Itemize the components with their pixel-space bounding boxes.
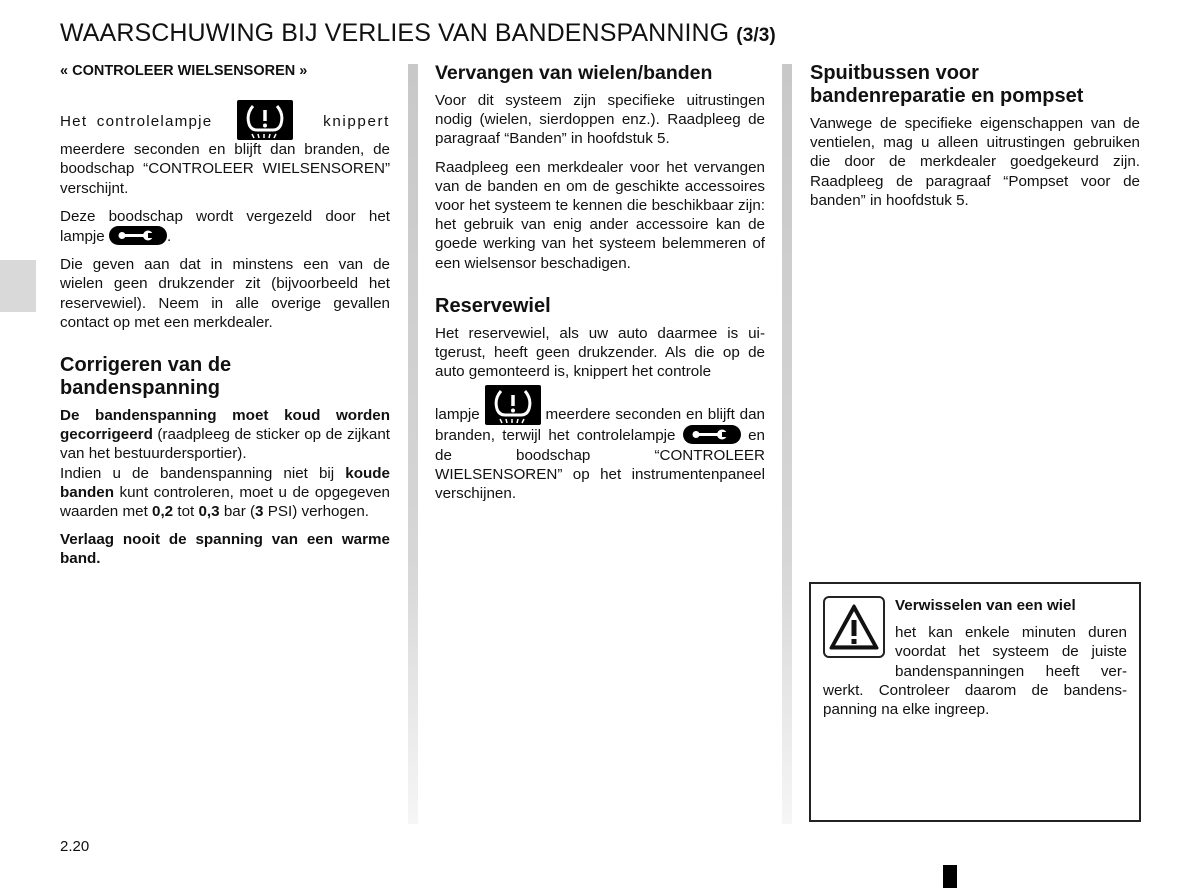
page-edge-marker <box>943 865 957 888</box>
column-divider <box>408 64 418 824</box>
column-divider <box>782 64 792 824</box>
paragraph: Vanwege de specifieke eigenschappen van de ventielen, mag u alleen uitrustingen gebruiken die door de merkdealer goedgekeurd zijn. Raadpleeg de paragraaf “Pompset voor de banden” in hoofdstuk 5. <box>810 115 1140 209</box>
paragraph: Raadpleeg een merkdealer voor het vervangen van de banden en om de geschikte accessoires voor het systeem te kennen die beschikbaar zijn: het gebruik van enig ander accessoire kan de goede werking van het systeem belemmeren of een wielsensor beschadigen. <box>435 158 765 272</box>
tpms-warning-icon <box>485 385 541 425</box>
paragraph: Indien u de bandenspanning niet bij koude banden kunt controleren, moet u de opgegeven waarden met 0,2 tot 0,3 bar (3 PSI) verhogen. <box>60 464 390 521</box>
section-title-corrigeren: Corrigeren van de bandenspanning <box>60 354 232 400</box>
paragraph: Het controlelampje knippert meerdere seconden en blijft dan branden, de boodschap “CONTROLEER WIELSENSOREN” verschijnt. <box>60 100 390 198</box>
warning-box <box>809 582 1141 822</box>
paragraph: Voor dit systeem zijn specifieke uitrustingen nodig (wielen, sierdoppen enz.). Raadpleeg de paragraaf “Banden” in hoofdstuk 5. <box>435 92 765 148</box>
section-title-spuitbussen: Spuitbussen voor bandenreparatie en pompset <box>810 62 1084 107</box>
paragraph: lampje meerdere seconden en blijft dan branden, terwijl het controlelampje en de boodschap “CONTROLEER WIELSENSOREN” op het instrumentenpaneel verschijnen. <box>435 385 765 503</box>
section-title-reservewiel: Reservewiel <box>435 294 551 317</box>
paragraph: Het reservewiel, als uw auto daarmee is uitgerust, heeft geen drukzender. Als die op de auto gemonteerd is, knippert het controle <box>435 324 765 381</box>
wrench-service-icon <box>683 425 741 444</box>
warning-triangle-icon <box>823 596 885 658</box>
page-title-suffix: (3/3) <box>736 25 776 46</box>
section-heading-controleer: « CONTROLEER WIELSENSOREN » <box>60 63 308 79</box>
column-middle <box>435 62 765 512</box>
warning-text: het kan enkele minuten duren voordat het systeem de juiste bandenspanningen heeft verwerkt. Controleer daarom de bandenspanning na elke ingreep. <box>823 624 1127 719</box>
paragraph: De bandenspanning moet koud worden gecorrigeerd (raadpleeg de sticker op de zijkant van het bestuurdersportier). <box>60 407 390 463</box>
section-title-vervangen: Vervangen van wielen/banden <box>435 62 713 84</box>
paragraph-warning: Verlaag nooit de spanning van een warme band. <box>60 531 390 568</box>
column-left <box>60 62 390 578</box>
tpms-warning-icon <box>237 100 293 140</box>
paragraph: Deze boodschap wordt vergezeld door het lampje . <box>60 207 390 246</box>
wrench-service-icon <box>109 226 167 245</box>
paragraph: Die geven aan dat in minstens een van de wielen geen drukzender zit (bijvoorbeeld het reservewiel). Neem in alle overige gevallen contact op met een merkdealer. <box>60 256 390 331</box>
warning-title: Verwisselen van een wiel <box>895 597 1076 614</box>
page-number: 2.20 <box>60 838 90 855</box>
chapter-tab <box>0 260 36 312</box>
page-title: WAARSCHUWING BIJ VERLIES VAN BANDENSPANNING (3/3) <box>60 19 776 47</box>
column-right <box>810 62 1140 219</box>
